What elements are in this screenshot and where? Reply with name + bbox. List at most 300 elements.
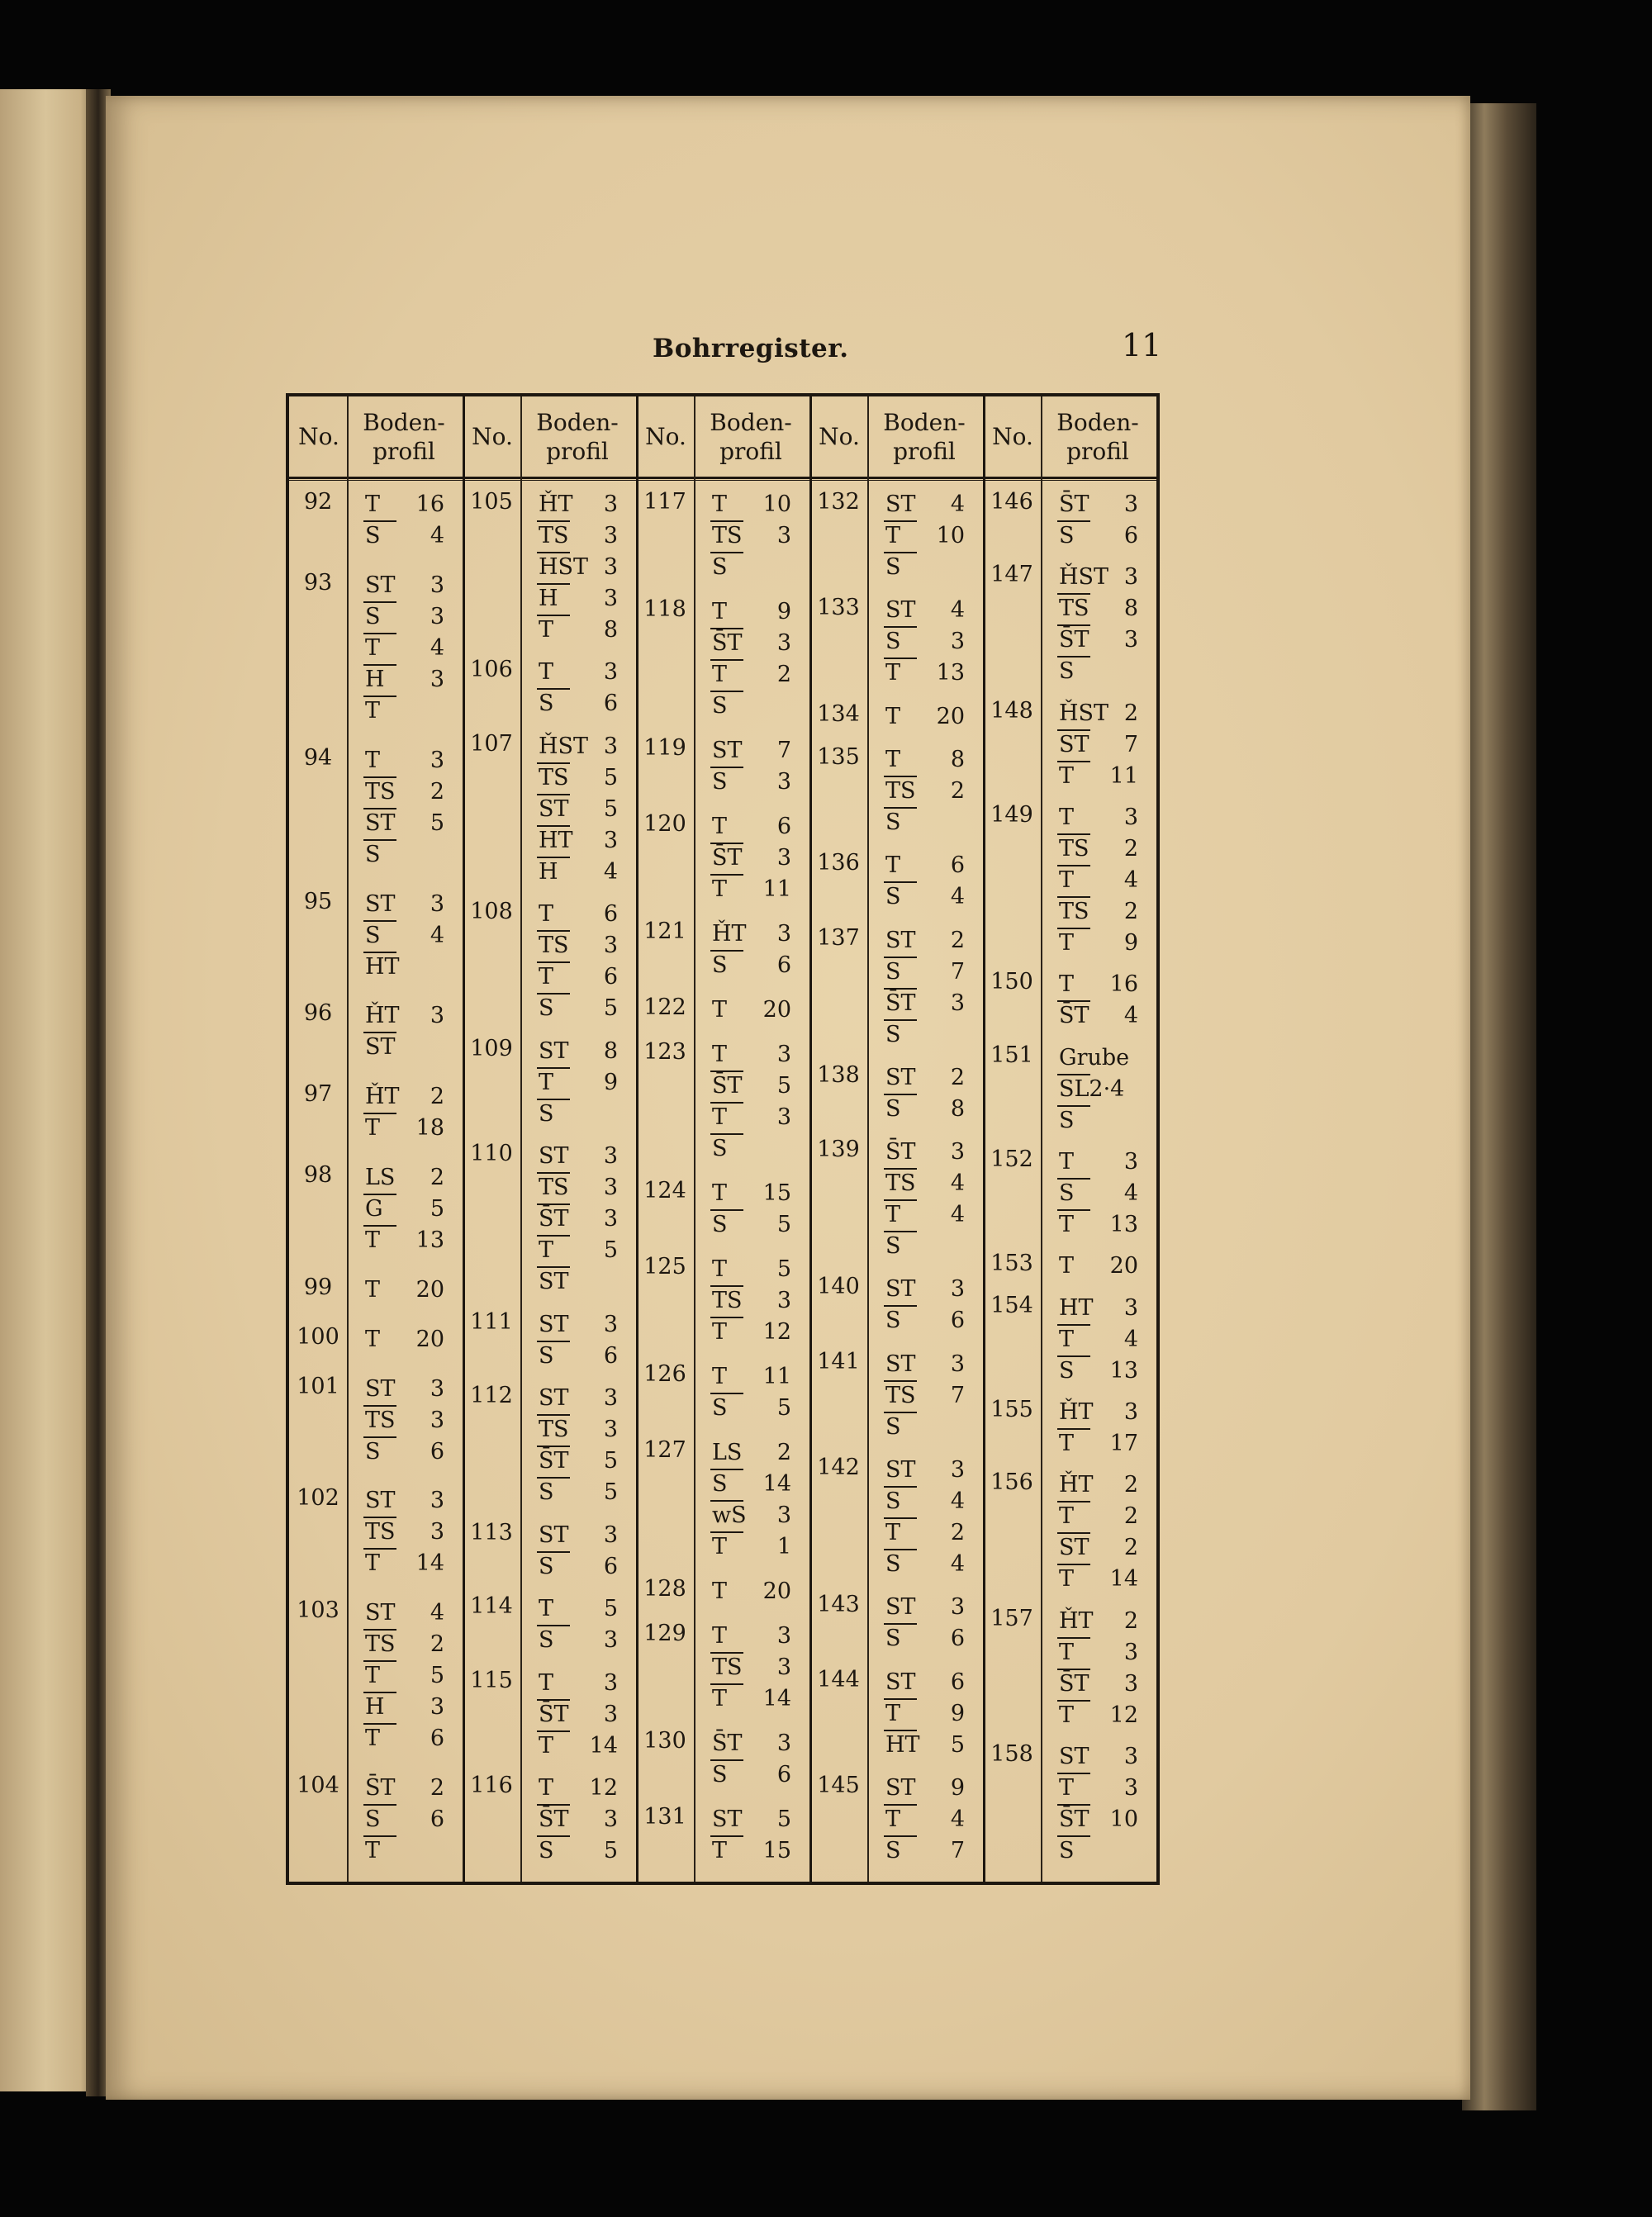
bohrung-number: 131 bbox=[643, 1804, 686, 1830]
layer-depth: 6 bbox=[950, 1626, 965, 1652]
layer-symbol: S bbox=[539, 995, 554, 1022]
bohrung-number: 114 bbox=[470, 1593, 513, 1620]
bohrung-number: 119 bbox=[643, 735, 686, 761]
layer-symbol: ST bbox=[365, 1034, 396, 1061]
bohrung-number: 110 bbox=[470, 1141, 513, 1167]
layer-symbol: ST bbox=[539, 1143, 569, 1170]
bodenprofil-entry bbox=[869, 1274, 976, 1336]
layer-symbol: S bbox=[1059, 1180, 1075, 1206]
layer-depth: 4 bbox=[950, 1202, 965, 1228]
layer-depth: 2 bbox=[1123, 1535, 1138, 1561]
layer-depth: 20 bbox=[936, 703, 965, 729]
bodenprofil-entry bbox=[869, 1455, 976, 1580]
layer-symbol: ST bbox=[1059, 731, 1089, 757]
bodenprofil-entry bbox=[869, 1137, 976, 1262]
header-no: No. bbox=[472, 423, 513, 450]
layer-depth: 3 bbox=[430, 1694, 444, 1721]
layer-depth: 5 bbox=[603, 995, 618, 1022]
profil-layer bbox=[1042, 1397, 1150, 1428]
layer-symbol: T bbox=[1059, 1702, 1075, 1728]
profil-layer bbox=[349, 952, 456, 983]
layer-depth: 3 bbox=[603, 1311, 618, 1337]
profil-layer bbox=[349, 1517, 456, 1548]
bodenprofil-entry bbox=[522, 899, 629, 1024]
bodenprofil-entry bbox=[522, 1668, 629, 1762]
layer-depth: 3 bbox=[603, 827, 618, 853]
header-bodenprofil-line2: profil bbox=[546, 437, 609, 465]
profil-layer bbox=[695, 1102, 803, 1133]
bodenprofil-entry bbox=[695, 596, 803, 722]
layer-symbol: T bbox=[365, 491, 381, 517]
layer-depth: 3 bbox=[1123, 1670, 1138, 1697]
bodenprofil-entry bbox=[869, 1667, 976, 1761]
profil-layer bbox=[1042, 1804, 1150, 1835]
profil-layer bbox=[1042, 562, 1150, 593]
header-bodenprofil-line1: Boden- bbox=[536, 408, 619, 436]
header-rule bbox=[289, 477, 1156, 479]
bodenprofil-entry bbox=[869, 1349, 976, 1443]
bodenprofil-entry bbox=[522, 731, 629, 888]
layer-symbol: S̄T bbox=[1059, 1806, 1089, 1832]
profil-layer bbox=[349, 1629, 456, 1660]
bohrung-number: 120 bbox=[643, 811, 686, 837]
layer-depth: 14 bbox=[589, 1732, 618, 1759]
profil-layer bbox=[695, 1071, 803, 1102]
profil-layer bbox=[1042, 1428, 1150, 1460]
layer-symbol: S bbox=[885, 1626, 901, 1652]
layer-depth: 3 bbox=[776, 1042, 791, 1067]
profil-layer bbox=[869, 1349, 976, 1380]
header-bodenprofil-line2: profil bbox=[1066, 437, 1129, 465]
layer-symbol: S bbox=[1059, 523, 1075, 548]
layer-symbol: ST bbox=[365, 890, 396, 917]
profil-layer bbox=[1042, 1209, 1150, 1241]
layer-depth: 18 bbox=[415, 1115, 444, 1142]
layer-depth: 13 bbox=[1109, 1357, 1138, 1384]
layer-depth: 3 bbox=[603, 491, 618, 517]
layer-depth: 3 bbox=[603, 1175, 618, 1201]
layer-depth: 3 bbox=[1123, 1294, 1138, 1321]
layer-depth: 2 bbox=[1123, 700, 1138, 726]
layer-symbol: T bbox=[365, 1663, 381, 1689]
profil-layer bbox=[349, 1660, 456, 1692]
profil-layer bbox=[869, 1835, 976, 1867]
layer-depth: 20 bbox=[415, 1276, 444, 1303]
layer-depth: 2 bbox=[1123, 1503, 1138, 1530]
layer-symbol: S bbox=[365, 603, 381, 629]
layer-symbol: S bbox=[712, 1471, 728, 1497]
profil-layer bbox=[869, 1199, 976, 1231]
profil-layer bbox=[869, 1667, 976, 1698]
layer-depth: 3 bbox=[950, 1276, 965, 1303]
profil-layer bbox=[869, 1274, 976, 1305]
bohrung-number: 156 bbox=[990, 1469, 1033, 1496]
bohrung-number: 154 bbox=[990, 1292, 1033, 1318]
profil-layer bbox=[869, 658, 976, 689]
profil-layer bbox=[522, 520, 629, 552]
bodenprofil-entry bbox=[695, 995, 803, 1026]
layer-depth: 14 bbox=[762, 1471, 791, 1497]
layer-depth: 4 bbox=[430, 1600, 444, 1626]
profil-layer bbox=[695, 1317, 803, 1348]
profil-layer bbox=[869, 1137, 976, 1168]
layer-symbol: T bbox=[539, 1775, 554, 1801]
layer-symbol: S̄T bbox=[712, 845, 743, 871]
layer-symbol: T bbox=[712, 1319, 728, 1345]
profil-layer bbox=[349, 1773, 456, 1804]
profil-layer bbox=[695, 919, 803, 950]
layer-depth: 2 bbox=[950, 1520, 965, 1546]
layer-depth: 3 bbox=[776, 845, 791, 871]
layer-symbol: ST bbox=[365, 809, 396, 836]
profil-layer bbox=[349, 1692, 456, 1723]
layer-depth: 13 bbox=[1109, 1212, 1138, 1237]
bohrung-number: 136 bbox=[817, 850, 860, 876]
profil-layer bbox=[349, 776, 456, 808]
layer-symbol: ST bbox=[885, 597, 916, 624]
profil-layer bbox=[349, 664, 456, 695]
layer-depth: 6 bbox=[603, 964, 618, 990]
bohrung-number: 128 bbox=[643, 1576, 686, 1602]
profil-layer bbox=[1042, 656, 1150, 687]
layer-symbol: T bbox=[365, 697, 381, 724]
bohrung-number: 153 bbox=[990, 1251, 1033, 1277]
layer-symbol: LS bbox=[365, 1165, 396, 1190]
bodenprofil-entry bbox=[1042, 489, 1150, 552]
layer-depth: 4 bbox=[1123, 867, 1138, 893]
bohrung-number: 143 bbox=[817, 1592, 860, 1618]
bodenprofil-entry bbox=[1042, 1606, 1150, 1731]
layer-symbol: S bbox=[885, 884, 901, 910]
bohrung-number: 121 bbox=[643, 919, 686, 944]
layer-depth: 3 bbox=[1123, 1149, 1138, 1175]
layer-depth: 9 bbox=[776, 599, 791, 624]
layer-symbol: ȞST bbox=[539, 733, 589, 759]
layer-symbol: T bbox=[1059, 930, 1075, 956]
layer-depth: 3 bbox=[776, 523, 791, 548]
profil-layer bbox=[522, 1309, 629, 1341]
layer-depth: 4 bbox=[950, 1551, 965, 1578]
profil-layer bbox=[1042, 896, 1150, 928]
layer-symbol: S̄T bbox=[1059, 627, 1089, 653]
layer-depth: 4 bbox=[430, 523, 444, 548]
layer-depth: 2 bbox=[1123, 899, 1138, 924]
layer-symbol: T bbox=[539, 1596, 554, 1622]
profil-layer bbox=[869, 1730, 976, 1761]
column-group-divider bbox=[983, 396, 985, 1882]
profil-layer bbox=[695, 1531, 803, 1563]
bodenprofil-entry bbox=[869, 1592, 976, 1654]
layer-depth: 5 bbox=[603, 795, 618, 822]
layer-depth: 10 bbox=[762, 491, 791, 517]
layer-symbol: S bbox=[1059, 658, 1075, 685]
profil-layer bbox=[1042, 1324, 1150, 1355]
profil-layer bbox=[869, 925, 976, 957]
profil-layer bbox=[1042, 1835, 1150, 1867]
profil-layer bbox=[869, 807, 976, 838]
profil-layer bbox=[869, 776, 976, 807]
bohrung-number: 104 bbox=[297, 1773, 339, 1798]
layer-depth: 17 bbox=[1109, 1431, 1138, 1456]
layer-depth: 5 bbox=[603, 764, 618, 790]
profil-layer bbox=[349, 808, 456, 839]
layer-depth: 6 bbox=[776, 952, 791, 978]
layer-depth: 16 bbox=[1109, 971, 1138, 998]
profil-layer bbox=[695, 995, 803, 1026]
profil-layer bbox=[1042, 1532, 1150, 1564]
layer-symbol: S bbox=[885, 1021, 901, 1047]
layer-depth: 3 bbox=[603, 933, 618, 959]
layer-symbol: HST bbox=[539, 554, 589, 580]
layer-depth: 3 bbox=[603, 1206, 618, 1232]
bohrung-number: 115 bbox=[470, 1667, 513, 1693]
profil-layer bbox=[869, 957, 976, 988]
bodenprofil-entry bbox=[695, 811, 803, 905]
layer-symbol: ST bbox=[365, 1488, 396, 1514]
profil-layer bbox=[695, 659, 803, 691]
layer-depth: 3 bbox=[950, 990, 965, 1016]
layer-symbol: TS bbox=[885, 1382, 916, 1408]
bohrung-number: 117 bbox=[643, 489, 686, 515]
layer-symbol: T bbox=[365, 634, 381, 661]
bohrung-number: 139 bbox=[817, 1137, 860, 1163]
profil-layer bbox=[1042, 1501, 1150, 1532]
profil-layer bbox=[695, 1254, 803, 1285]
bohrung-number: 113 bbox=[470, 1519, 513, 1545]
profil-layer bbox=[1042, 1074, 1150, 1105]
layer-depth: 2 bbox=[776, 1440, 791, 1465]
layer-symbol: S bbox=[1059, 1838, 1075, 1863]
layer-depth: 6 bbox=[950, 1308, 965, 1334]
header-bodenprofil-line1: Boden- bbox=[710, 408, 792, 436]
profil-layer bbox=[869, 1773, 976, 1804]
profil-layer bbox=[869, 626, 976, 658]
bodenprofil-entry bbox=[869, 925, 976, 1051]
profil-layer bbox=[869, 595, 976, 626]
bodenprofil-entry bbox=[349, 1000, 456, 1063]
layer-symbol: TS bbox=[539, 1175, 569, 1201]
layer-symbol: T bbox=[365, 1838, 381, 1863]
profil-layer bbox=[522, 731, 629, 762]
layer-symbol: ȞST bbox=[1059, 564, 1109, 591]
layer-depth: 5 bbox=[603, 1479, 618, 1506]
layer-depth: 6 bbox=[776, 1762, 791, 1787]
bohrung-number: 129 bbox=[643, 1621, 686, 1646]
bodenprofil-entry bbox=[522, 1309, 629, 1372]
layer-symbol: T bbox=[712, 599, 728, 624]
layer-symbol: S bbox=[712, 1395, 728, 1421]
layer-depth: 3 bbox=[430, 747, 444, 773]
profil-layer bbox=[522, 1036, 629, 1067]
layer-symbol: T bbox=[539, 617, 554, 643]
layer-symbol: ST bbox=[885, 1351, 916, 1377]
layer-symbol: S bbox=[712, 769, 728, 795]
layer-symbol: S bbox=[712, 952, 728, 978]
layer-depth: 11 bbox=[762, 876, 791, 902]
profil-layer bbox=[695, 811, 803, 843]
layer-depth: 8 bbox=[950, 746, 965, 772]
layer-depth: 6 bbox=[776, 814, 791, 839]
layer-symbol: S bbox=[885, 1095, 901, 1122]
layer-symbol: S bbox=[885, 1233, 901, 1260]
profil-layer bbox=[695, 1652, 803, 1683]
layer-symbol: T bbox=[712, 1042, 728, 1067]
profil-layer bbox=[522, 794, 629, 825]
bohrung-number: 109 bbox=[470, 1035, 513, 1061]
bohrung-number: 141 bbox=[817, 1348, 860, 1374]
layer-depth: 3 bbox=[603, 586, 618, 611]
bodenprofil-entry bbox=[869, 701, 976, 733]
profil-layer bbox=[522, 1625, 629, 1656]
layer-symbol: T bbox=[1059, 1253, 1075, 1279]
bodenprofil-entry bbox=[349, 1485, 456, 1579]
layer-depth: 3 bbox=[1123, 1399, 1138, 1425]
layer-depth: 4 bbox=[950, 1170, 965, 1197]
layer-symbol: T bbox=[1059, 867, 1075, 893]
layer-depth: 4 bbox=[1123, 1326, 1138, 1352]
bohrung-number: 144 bbox=[817, 1666, 860, 1692]
profil-layer bbox=[869, 1168, 976, 1199]
layer-depth: 4 bbox=[430, 634, 444, 661]
profil-layer bbox=[349, 745, 456, 776]
layer-symbol: S bbox=[539, 1838, 554, 1863]
layer-symbol: S bbox=[712, 1762, 728, 1787]
profil-layer bbox=[1042, 1469, 1150, 1501]
layer-depth: 3 bbox=[776, 769, 791, 795]
profil-layer bbox=[349, 1194, 456, 1225]
bohrung-number: 102 bbox=[297, 1485, 339, 1512]
layer-symbol: T bbox=[539, 1732, 554, 1759]
layer-depth: 3 bbox=[776, 1288, 791, 1313]
layer-depth: 3 bbox=[1123, 627, 1138, 653]
profil-layer bbox=[695, 691, 803, 722]
layer-symbol: G bbox=[365, 1196, 383, 1222]
layer-symbol: ST bbox=[885, 1064, 916, 1090]
layer-symbol: T bbox=[712, 876, 728, 902]
profil-layer bbox=[695, 520, 803, 552]
bohrung-number: 125 bbox=[643, 1254, 686, 1279]
profil-layer bbox=[1042, 624, 1150, 656]
layer-depth: 5 bbox=[430, 1196, 444, 1222]
bohrung-number: 92 bbox=[303, 489, 333, 515]
profil-layer bbox=[869, 489, 976, 520]
bodenprofil-entry bbox=[869, 1773, 976, 1867]
layer-depth: 3 bbox=[1123, 1775, 1138, 1801]
layer-depth: 3 bbox=[603, 554, 618, 580]
layer-depth: 5 bbox=[603, 1838, 618, 1863]
layer-symbol: S bbox=[885, 809, 901, 835]
layer-symbol: T bbox=[712, 1578, 728, 1604]
bodenprofil-entry bbox=[695, 489, 803, 583]
profil-layer bbox=[349, 520, 456, 552]
layer-depth: 6 bbox=[430, 1726, 444, 1752]
layer-symbol: H bbox=[539, 858, 558, 885]
layer-depth: 3 bbox=[603, 1627, 618, 1654]
profil-layer bbox=[869, 1231, 976, 1262]
layer-symbol: T bbox=[712, 1534, 728, 1559]
profil-layer bbox=[522, 552, 629, 583]
layer-symbol: T bbox=[365, 1115, 381, 1142]
layer-symbol: TS bbox=[712, 523, 743, 548]
bodenprofil-entry bbox=[695, 1437, 803, 1563]
profil-layer bbox=[869, 1486, 976, 1517]
layer-symbol: T bbox=[539, 1669, 554, 1696]
profil-layer bbox=[1042, 698, 1150, 729]
layer-depth: 5 bbox=[430, 1663, 444, 1689]
layer-symbol: TS bbox=[539, 1417, 569, 1443]
layer-symbol: Grube bbox=[1059, 1044, 1130, 1071]
layer-symbol: ST bbox=[885, 927, 916, 953]
layer-symbol: T bbox=[712, 662, 728, 687]
bohrung-number: 152 bbox=[990, 1146, 1033, 1172]
bohrregister-table bbox=[286, 393, 1160, 1885]
layer-depth: 13 bbox=[936, 660, 965, 686]
layer-symbol: T bbox=[365, 1726, 381, 1752]
layer-symbol: S̄T bbox=[1059, 1003, 1089, 1029]
layer-depth: 2 bbox=[776, 662, 791, 687]
bodenprofil-entry bbox=[349, 570, 456, 727]
profil-layer bbox=[522, 1446, 629, 1477]
profil-layer bbox=[522, 1835, 629, 1867]
profil-layer bbox=[522, 1235, 629, 1266]
page-number: 11 bbox=[1122, 327, 1162, 363]
profil-layer bbox=[349, 1000, 456, 1032]
bohrung-number: 145 bbox=[817, 1773, 860, 1798]
layer-symbol: T bbox=[1059, 1566, 1075, 1593]
layer-symbol: S bbox=[885, 1488, 901, 1515]
bodenprofil-entry bbox=[695, 1039, 803, 1165]
layer-depth: 2 bbox=[1123, 1472, 1138, 1498]
layer-symbol: TS bbox=[365, 1407, 396, 1433]
layer-depth: 2 bbox=[430, 778, 444, 805]
layer-depth: 3 bbox=[603, 1669, 618, 1696]
layer-symbol: TS bbox=[365, 1631, 396, 1658]
layer-symbol: S bbox=[365, 922, 381, 948]
layer-depth: 2 bbox=[1123, 836, 1138, 862]
layer-symbol: S bbox=[365, 1438, 381, 1465]
profil-layer bbox=[869, 1698, 976, 1730]
header-bodenprofil bbox=[867, 396, 981, 477]
profil-layer bbox=[1042, 1700, 1150, 1731]
profil-layer bbox=[1042, 729, 1150, 761]
profil-layer bbox=[1042, 1741, 1150, 1773]
page-stack-edge bbox=[1462, 103, 1536, 2110]
layer-depth: 3 bbox=[603, 1522, 618, 1548]
bodenprofil-entry bbox=[695, 1361, 803, 1424]
profil-layer bbox=[522, 1773, 629, 1804]
profil-layer bbox=[695, 628, 803, 659]
layer-depth: 3 bbox=[430, 890, 444, 917]
profil-layer bbox=[695, 1804, 803, 1835]
bodenprofil-entry bbox=[522, 1520, 629, 1583]
layer-symbol: T bbox=[885, 1202, 901, 1228]
layer-depth: 7 bbox=[950, 958, 965, 985]
bohrung-number: 137 bbox=[817, 924, 860, 951]
bohrung-number: 93 bbox=[303, 569, 333, 596]
layer-symbol: H bbox=[365, 666, 385, 692]
profil-layer bbox=[522, 1341, 629, 1372]
profil-layer bbox=[349, 1548, 456, 1579]
layer-symbol: S̄T bbox=[539, 1806, 569, 1832]
layer-symbol: T bbox=[1059, 971, 1075, 998]
layer-symbol: S bbox=[365, 1806, 381, 1832]
profil-layer bbox=[1042, 1606, 1150, 1637]
bohrung-number: 135 bbox=[817, 743, 860, 770]
layer-depth: 6 bbox=[1123, 523, 1138, 548]
bodenprofil-entry bbox=[695, 1804, 803, 1867]
layer-symbol: S̄T bbox=[712, 1730, 743, 1756]
layer-symbol: T bbox=[712, 1364, 728, 1389]
